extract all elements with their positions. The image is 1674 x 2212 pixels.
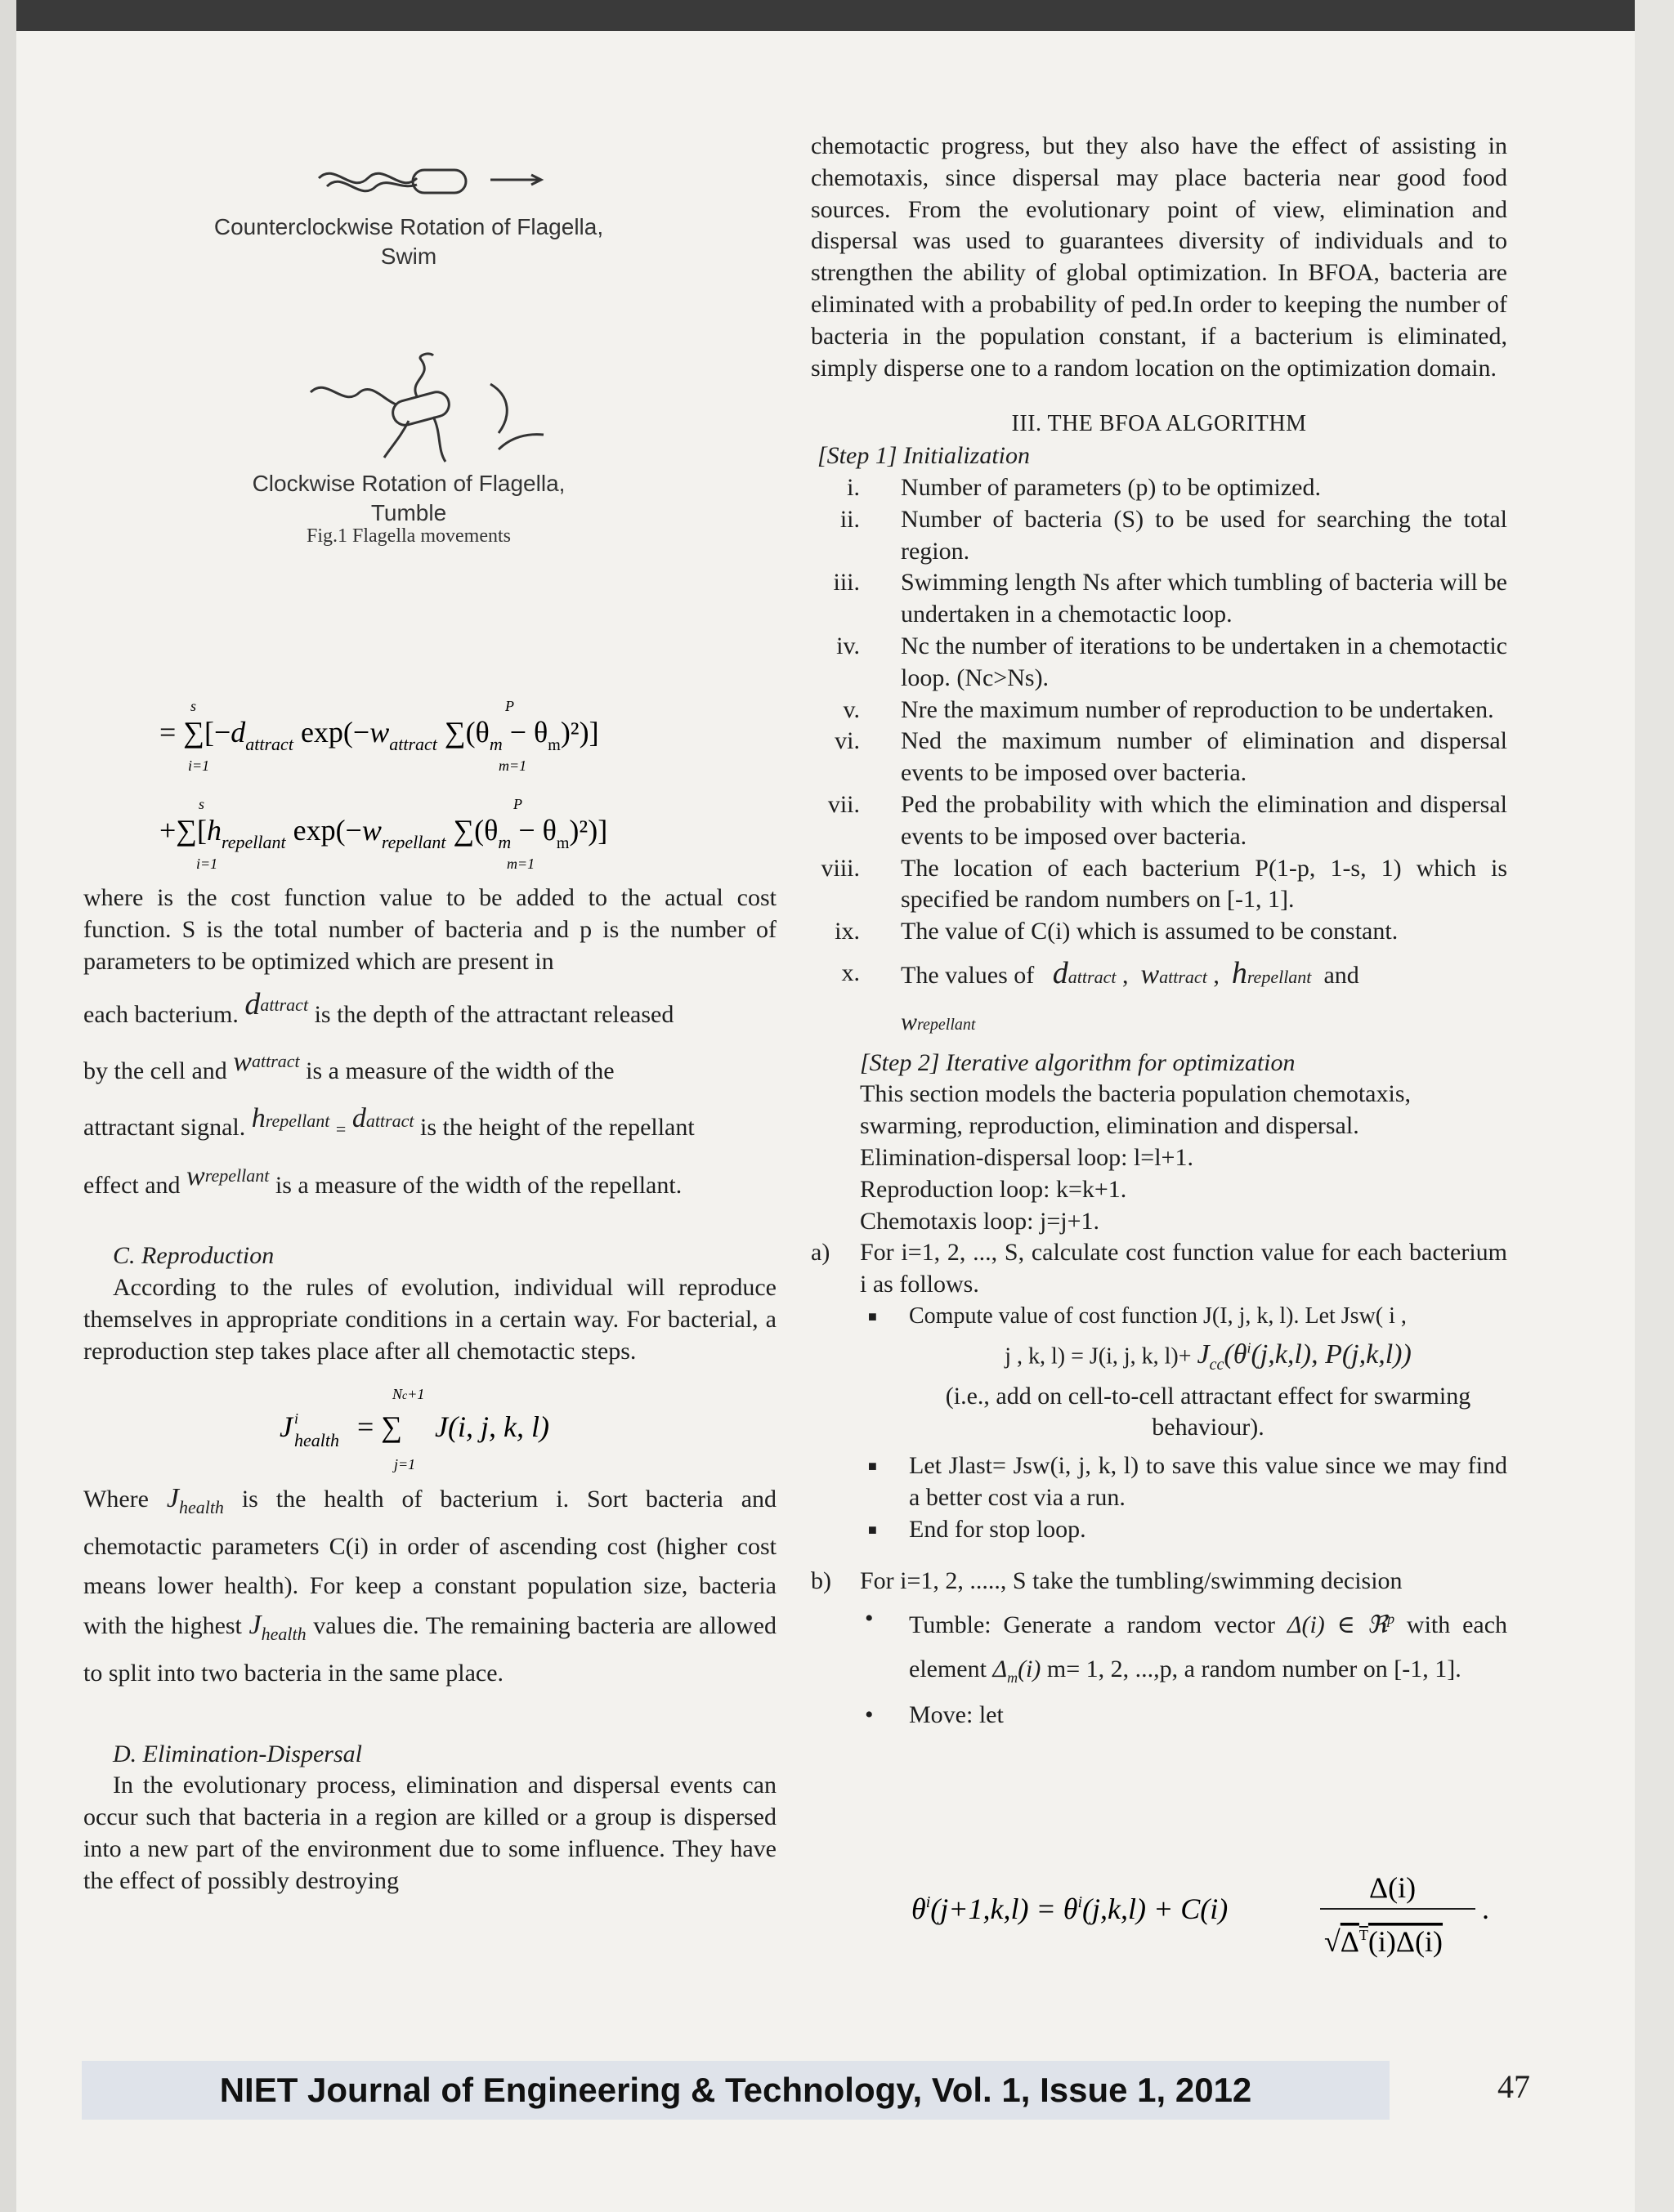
svg-text:+∑[hrepellant exp(−wrepellant: $+\sum[h_{repellant}$ $\exp(-w_{repellant}$ $\sum(\theta_m - \theta_m)^2$)] (159, 814, 608, 852)
cost-function-equation (159, 701, 797, 897)
svg-text:θi(j+1,k,l) = θi(j,k,l) + C(i): $\theta^i(j+1,k,l) = \theta^i(j,k,l) + C(i)$ (911, 1892, 1229, 1925)
svg-text:s: s (190, 701, 197, 714)
left-column (83, 883, 777, 1897)
svg-text:P: P (505, 701, 514, 714)
step-a-bullet-3: ■ End for stop loop. (868, 1515, 1086, 1543)
list-item: vii. Ped the probability with which the elimination and dispersal events to be imposed over bacteria. (827, 790, 1507, 850)
section-title: III. THE BFOA ALGORITHM (1011, 411, 1307, 437)
svg-text:√ΔT(i)Δ(i): $√\Delta^T(i)\Delta(i)$ (1324, 1925, 1443, 1958)
svg-text:P: P (513, 796, 522, 812)
step-b: b) For i=1, 2, ....., S take the tumbling/swimming decision (811, 1566, 1403, 1594)
scan-top-border (0, 0, 1635, 31)
reproduction-text: According to the rules of evolution, individual will reproduce themselves in appropriate conditions in a certain way. For bacterial, a reproduction step takes place after all chemotactic steps. (83, 1274, 777, 1365)
figure-caption: Fig.1 Flagella movements (307, 525, 511, 547)
svg-text:i=1: i=1 (188, 757, 210, 774)
step-b-bullet-2: • Move: let (865, 1701, 1004, 1729)
line-w-repellant: effect and $w^{repellant}$ is a measure of the width of the repellant. (83, 1161, 683, 1200)
init-list (811, 472, 1507, 994)
list-item: iv. Nc the number of iterations to be undertaken in a chemotactic loop. (Nc>Ns). (836, 632, 1507, 691)
svg-text:health: health (294, 1429, 339, 1450)
elimination-heading: D. Elimination-Dispersal (113, 1740, 362, 1767)
scan-left-edge (0, 0, 16, 2212)
elimination-text: In the evolutionary process, elimination and dispersal events can occur such that bacteria in a region are killed or a group is dispersed into a new part of the environment due to some influence. They have the effect of possibly destroying (83, 1772, 777, 1894)
step-a-bullet-1: ■ Compute value of cost function J(I, j, k, l). Let Jsw( i , j , k, l) = J(i, j, k, $l)+ J_{cc}(\theta^i(j,k,l)$, P(j,k,l)) (i.e., add on cell-to-cell attractant effect for swarming behaviour). (868, 1303, 1471, 1441)
svg-text:i=1: i=1 (196, 856, 218, 872)
swim-label: Counterclockwise Rotation of Flagella, Swim (213, 214, 604, 269)
page-number: 47 (1497, 2068, 1530, 2105)
list-item: i. Number of parameters (p) to be optimized. (847, 473, 1321, 501)
paragraph-health: Where $J_{health}$ is the health of bacterium i. Sort bacteria and chemotactic parameters C(i) in order of ascending cost (higher cost means lower health). For keep a constant population size, bacteria with the highest $J_{health}$ values die. The remaining bacteria are allowed to split into two bacteria in the same place. (83, 1482, 777, 1687)
scan-right-edge (1635, 0, 1674, 2212)
line-w-attract: by the cell and $w^{attract}$ is a measure of the width of the (83, 1047, 615, 1085)
list-item: viii. The location of each bacterium P(1-p, 1-s, 1) which is specified be random numbers on [-1, 1]. (821, 854, 1507, 914)
move-equation (911, 1863, 1500, 1969)
line-d-attract: each bacterium. $d^{attract}$ is the depth of the attractant released (83, 987, 674, 1029)
svg-text:s: s (199, 796, 205, 812)
svg-text:m=1: m=1 (507, 856, 535, 872)
list-item: ii. Number of bacteria (S) to be used for searching the total region. (839, 505, 1507, 565)
list-item: vi. Ned the maximum number of elimination and dispersal events to be imposed over bacteria. (835, 727, 1507, 787)
flagella-swim-drawing (311, 154, 556, 211)
svg-text:J(i, j, k, l): J(i, j, k, l) (435, 1410, 549, 1443)
list-item: v. Nre the maximum number of reproduction to be undertaken. (843, 695, 1494, 723)
list-item: iii. Swimming length Ns after which tumbling of bacteria will be undertaken in a chemotactic loop. (833, 569, 1507, 628)
step2-text: This section models the bacteria population chemotaxis, swarming, reproduction, elimination and dispersal. (860, 1080, 1411, 1140)
reproduction-heading: C. Reproduction (113, 1242, 275, 1270)
loop-reproduction: Reproduction loop: k=k+1. (860, 1175, 1127, 1203)
svg-text:.: . (1482, 1892, 1489, 1925)
flagella-tumble-drawing (294, 351, 564, 474)
w-repellant-term: wrepellant (901, 1008, 976, 1035)
list-item: ix. The value of C(i) which is assumed to be constant. (835, 918, 1399, 945)
right-column (811, 131, 1507, 1732)
step-a: a) For i=1, 2, ..., S, calculate cost function value for each bacterium i as follows. (811, 1239, 1507, 1298)
step1-heading: [Step 1] Initialization (817, 442, 1031, 470)
paragraph-where: where is the cost function value to be added to the actual cost function. S is the total number of bacteria and p is the number of parameters to be optimized which are present in (83, 884, 777, 975)
svg-text:Δ(i): Δ(i) (1369, 1871, 1417, 1904)
svg-text:i: i (294, 1410, 299, 1427)
health-equation (83, 1373, 777, 1479)
svg-text:= ∑[−dattract exp(−wattract ∑(: = $\sum[-d_{attract}$ $\exp(-w_{attract}$ $\sum(\theta_m - \theta_m)^2$)] (159, 716, 599, 754)
svg-text:Nc+1: Nc+1 (392, 1385, 425, 1402)
journal-footer: NIET Journal of Engineering & Technology, Vol. 1, Issue 1, 2012 (82, 2061, 1390, 2120)
svg-text:m=1: m=1 (499, 757, 527, 774)
svg-text:j=1: j=1 (394, 1455, 416, 1472)
svg-text:J: J (280, 1410, 293, 1443)
line-h-repellant: attractant signal. $h^{repellant} = d^{attract}$ is the height of the repellant (83, 1103, 695, 1142)
tumble-label: Clockwise Rotation of Flagella, Tumble (252, 471, 566, 525)
list-item: x. The values of dattract , wattract , hrepellant and (841, 955, 1359, 990)
step2-heading: [Step 2] Iterative algorithm for optimization (860, 1048, 1296, 1076)
step-a-bullet-2: ■ Let Jlast= Jsw(i, j, k, l) to save this value since we may find a better cost via a run. (868, 1452, 1507, 1511)
paragraph-intro: chemotactic progress, but they also have the effect of assisting in chemotaxis, since dispersal may place bacteria near good food sources. From the evolutionary point of view, elimination and dispersal was used to guarantees diversity of individuals and to strengthen the ability of global optimization. In BFOA, bacteria are eliminated with a probability of ped.In order to keeping the number of bacteria in the population constant, if a bacterium is eliminated, simply disperse one to a random location on the optimization domain. (811, 132, 1507, 382)
step-b-bullet-1: • Tumble: Generate a random vector Δ(i) ∈ ℜ$^p$ with each element $\Delta_m(i)$ m= 1, 2, ...,p, a random number on [-1, 1]. (865, 1605, 1508, 1687)
loop-elimination: Elimination-dispersal loop: l=l+1. (860, 1143, 1193, 1171)
svg-text:= ∑: = ∑ (357, 1410, 402, 1443)
loop-chemotaxis: Chemotaxis loop: j=j+1. (860, 1207, 1099, 1235)
